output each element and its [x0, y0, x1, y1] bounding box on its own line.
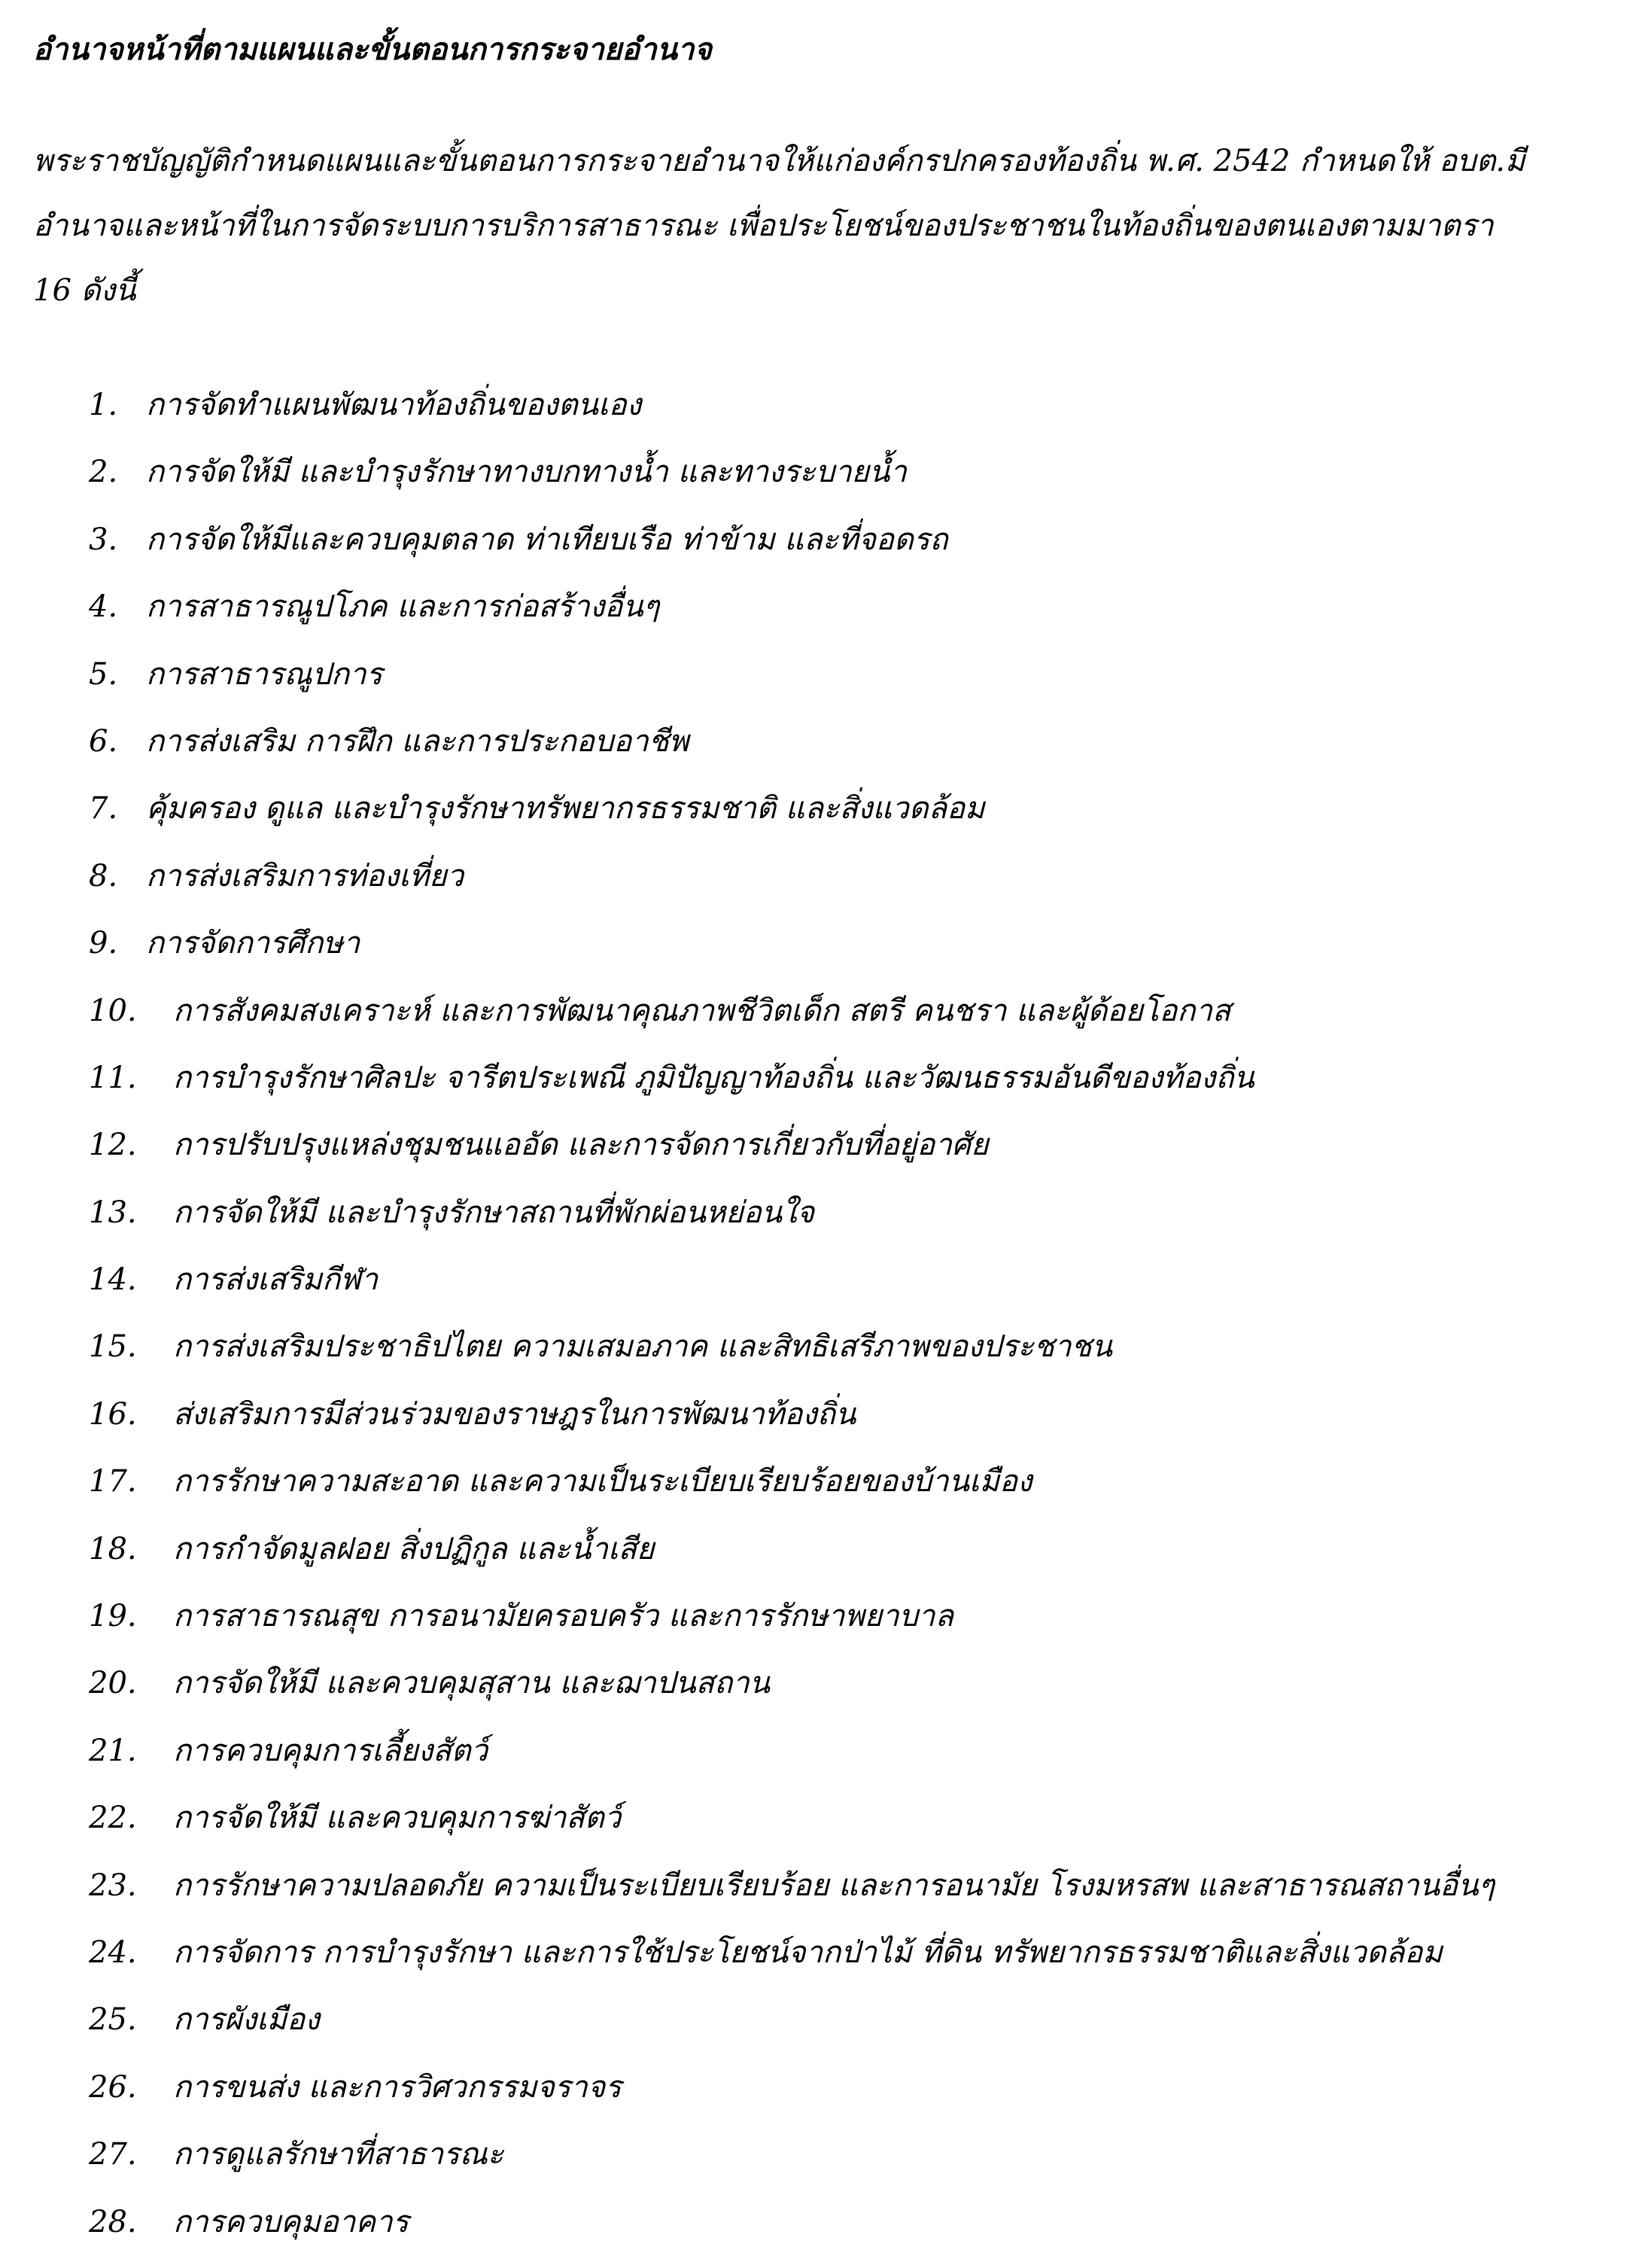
item-text: การผังเมือง: [173, 2002, 320, 2038]
item-text: คุ้มครอง ดูแล และบำรุงรักษาทรัพยากรธรรมชาติ และสิ่งแวดล้อม: [146, 791, 985, 827]
item-number: 20.: [89, 1666, 137, 1701]
item-text: การส่งเสริมกีฬา: [173, 1262, 379, 1298]
item-text: การจัดให้มี และบำรุงรักษาสถานที่พักผ่อนหย่อนใจ: [173, 1195, 815, 1230]
item-number: 19.: [89, 1599, 137, 1634]
item-text: การส่งเสริมประชาธิปไตย ความเสมอภาค และสิทธิเสรีภาพของประชาชน: [173, 1329, 1112, 1365]
item-number: 24.: [89, 1935, 137, 1970]
intro-line: 16 ดังนี้: [33, 273, 136, 308]
item-number: 23.: [89, 1868, 137, 1903]
item-number: 6.: [89, 723, 118, 759]
item-text: การสาธารณสุข การอนามัยครอบครัว และการรักษาพยาบาล: [173, 1599, 953, 1634]
item-number: 26.: [89, 2069, 137, 2105]
item-text: การจัดให้มี และควบคุมการฆ่าสัตว์: [173, 1801, 622, 1836]
item-number: 25.: [89, 2002, 137, 2038]
item-number: 22.: [89, 1801, 137, 1836]
item-number: 10.: [89, 993, 137, 1028]
item-number: 5.: [89, 656, 118, 692]
item-number: 1.: [89, 388, 118, 422]
intro-line: พระราชบัญญัติกำหนดแผนและขั้นตอนการกระจายอำนาจให้แก่องค์กรปกครองท้องถิ่น พ.ศ. 2542 กำหนดให้ อบต.มี: [33, 144, 1525, 178]
item-text: การขนส่ง และการวิศวกรรมจราจร: [173, 2069, 622, 2105]
item-number: 21.: [89, 1733, 137, 1768]
item-number: 9.: [89, 926, 118, 961]
item-text: ส่งเสริมการมีส่วนร่วมของราษฎรในการพัฒนาท้องถิ่น: [173, 1396, 856, 1432]
item-text: การควบคุมอาคาร: [173, 2204, 409, 2239]
item-number: 2.: [89, 455, 118, 490]
item-number: 16.: [89, 1396, 137, 1432]
item-text: การรักษาความปลอดภัย ความเป็นระเบียบเรียบร้อย และการอนามัย โรงมหรสพ และสาธารณสถานอื่นๆ: [173, 1868, 1495, 1903]
item-text: การปรับปรุงแหล่งชุมชนแออัด และการจัดการเกี่ยวกับที่อยู่อาศัย: [173, 1128, 989, 1163]
item-number: 4.: [89, 589, 118, 625]
item-number: 11.: [89, 1060, 137, 1095]
item-number: 14.: [89, 1262, 137, 1298]
item-text: การส่งเสริม การฝึก และการประกอบอาชีพ: [146, 723, 689, 759]
item-text: การสังคมสงเคราะห์ และการพัฒนาคุณภาพชีวิตเด็ก สตรี คนชรา และผู้ด้อยโอกาส: [173, 993, 1231, 1028]
item-text: การสาธารณูปโภค และการก่อสร้างอื่นๆ: [146, 589, 660, 625]
item-text: การจัดทำแผนพัฒนาท้องถิ่นของตนเอง: [146, 388, 642, 422]
item-text: การบำรุงรักษาศิลปะ จารีตประเพณี ภูมิปัญญาท้องถิ่น และวัฒนธรรมอันดีของท้องถิ่น: [173, 1060, 1254, 1095]
intro-line: อำนาจและหน้าที่ในการจัดระบบการบริการสาธารณะ เพื่อประโยชน์ของประชาชนในท้องถิ่นของตนเองตามมาตรา: [33, 209, 1494, 243]
item-number: 13.: [89, 1195, 137, 1230]
item-text: การส่งเสริมการท่องเที่ยว: [146, 858, 464, 894]
item-number: 12.: [89, 1128, 137, 1163]
item-text: การจัดให้มี และควบคุมสุสาน และฌาปนสถาน: [173, 1666, 771, 1701]
item-number: 15.: [89, 1329, 137, 1365]
item-text: การจัดให้มีและควบคุมตลาด ท่าเทียบเรือ ท่าข้าม และที่จอดรถ: [146, 522, 948, 557]
item-number: 27.: [89, 2137, 137, 2172]
item-text: การจัดการศึกษา: [146, 926, 360, 961]
item-text: การดูแลรักษาที่สาธารณะ: [173, 2137, 504, 2172]
item-text: การจัดให้มี และบำรุงรักษาทางบกทางน้ำ และทางระบายน้ำ: [146, 455, 907, 490]
item-text: การกำจัดมูลฝอย สิ่งปฏิกูล และน้ำเสีย: [173, 1531, 655, 1566]
item-number: 7.: [89, 791, 118, 827]
item-number: 18.: [89, 1531, 137, 1566]
item-number: 17.: [89, 1464, 137, 1499]
item-text: การรักษาความสะอาด และความเป็นระเบียบเรียบร้อยของบ้านเมือง: [173, 1464, 1032, 1499]
intro-paragraph: [33, 140, 1606, 334]
page-title: อำนาจหน้าที่ตามแผนและขั้นตอนการกระจายอำนาจ: [33, 32, 712, 67]
item-text: การจัดการ การบำรุงรักษา และการใช้ประโยชน์จากป่าไม้ ที่ดิน ทรัพยากรธรรมชาติและสิ่งแวดล้อม: [173, 1935, 1443, 1970]
item-text: การควบคุมการเลี้ยงสัตว์: [173, 1733, 488, 1768]
item-number: 28.: [89, 2204, 137, 2239]
item-number: 8.: [89, 858, 118, 894]
item-number: 3.: [89, 522, 118, 557]
item-text: การสาธารณูปการ: [146, 656, 383, 692]
